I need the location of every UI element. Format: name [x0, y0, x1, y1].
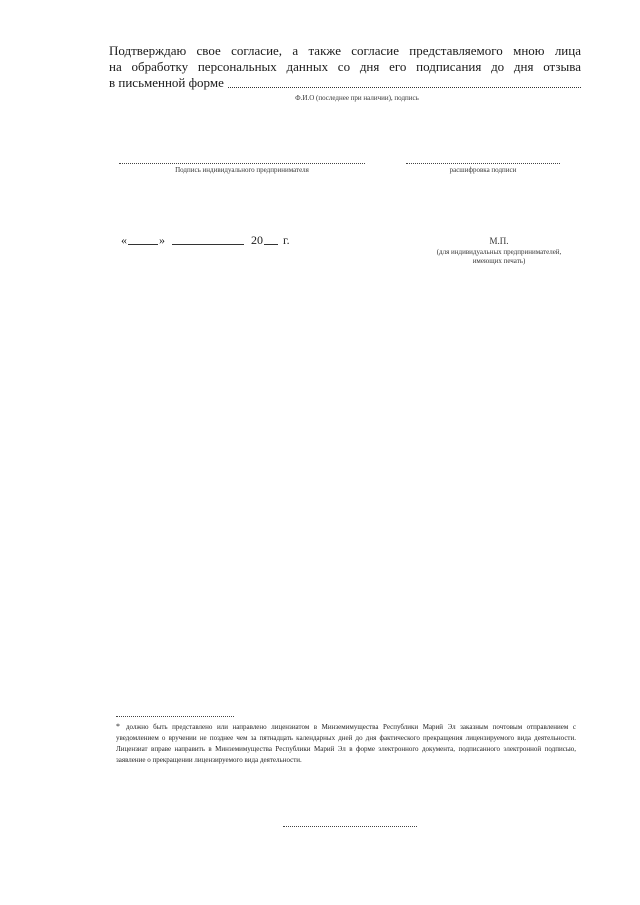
fio-caption: Ф.И.О (последнее при наличии), подпись [295, 94, 419, 102]
date-close-quote: » [159, 233, 165, 247]
bottom-separator [283, 826, 417, 827]
footnote-text: должно быть представлено или направлено лицензиатом в Минземимущества Республики Марий Эл заказным почтовым отправлением с уведомлением о вручении не позднее чем за пятнадцать календарных дней до дня фактического прекращения лицензируемого вида деятельности. Лицензиат вправе направить в Минземимущества Республики Марий Эл в форме электронного документа, подписанного электронной подписью, заявление о прекращении лицензируемого вида деятельности. [116, 723, 576, 764]
stamp-label: М.П. [489, 236, 509, 246]
consent-line-2: на обработку персональных данных со дня его подписания до дня отзыва [109, 59, 581, 74]
day-blank [128, 234, 158, 245]
fio-signature-blank [228, 86, 581, 88]
date-row [121, 233, 290, 247]
footnote-marker: * [116, 722, 120, 731]
footnote [116, 721, 576, 766]
date-open-quote: « [121, 233, 127, 247]
year-blank [264, 234, 278, 245]
year-suffix: г. [283, 233, 290, 247]
signature-decode-line [406, 163, 560, 164]
consent-line-1: Подтверждаю свое согласие, а также согласие представляемого мною лица [109, 43, 581, 58]
month-blank [172, 234, 244, 245]
signature-line-ip [119, 163, 365, 164]
consent-paragraph [109, 43, 581, 91]
signature-decode-caption: расшифровка подписи [449, 166, 517, 174]
footnote-separator [116, 716, 234, 717]
year-prefix: 20 [251, 233, 263, 247]
stamp-note: (для индивидуальных предпринимателей, имеющих печать) [436, 248, 562, 265]
consent-line-3 [109, 75, 581, 91]
consent-line-3-text: в письменной форме [109, 75, 224, 90]
stamp-placeholder [432, 236, 566, 266]
signature-ip-caption: Подпись индивидуального предпринимателя [175, 166, 309, 174]
